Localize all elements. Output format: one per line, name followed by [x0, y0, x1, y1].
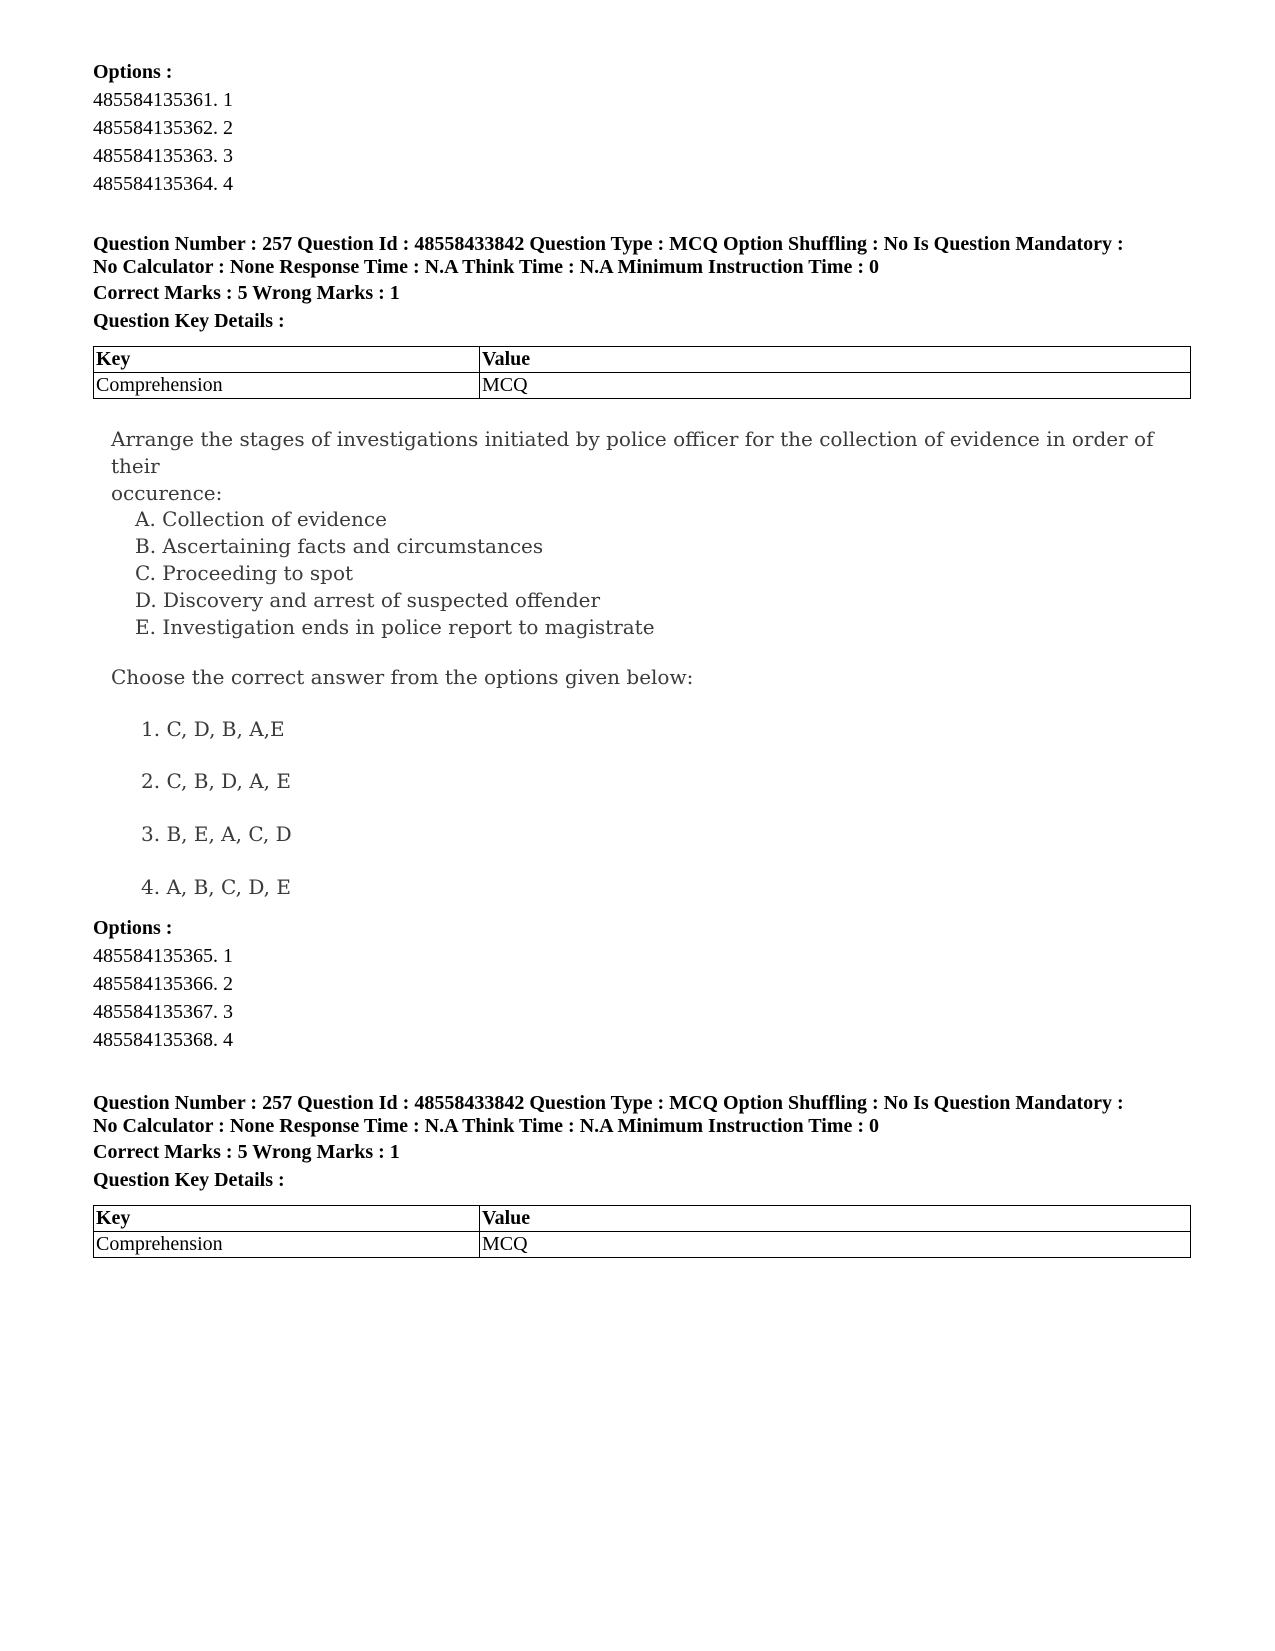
question-key-details-label: Question Key Details : [93, 310, 285, 332]
question-meta [93, 233, 1203, 335]
table-row [94, 1232, 1191, 1258]
question-meta-line: No Calculator : None Response Time : N.A Think Time : N.A Minimum Instruction Time : 0 [93, 256, 879, 278]
table-header-value: Value [480, 347, 1191, 373]
option-item: 485584135368. 4 [93, 1029, 233, 1051]
answer-choice: 1. C, D, B, A,E [141, 717, 285, 741]
question-stem-line: Arrange the stages of investigations initiated by police officer for the collection of evidence in order of their [111, 427, 1154, 478]
question-meta-line: No Calculator : None Response Time : N.A Think Time : N.A Minimum Instruction Time : 0 [93, 1115, 879, 1137]
question-key-table [93, 1205, 1191, 1258]
question-key-table [93, 346, 1191, 399]
table-header-value: Value [480, 1206, 1191, 1232]
option-item: 485584135365. 1 [93, 945, 233, 967]
option-item: 485584135364. 4 [93, 173, 233, 195]
statement-item: C. Proceeding to spot [135, 561, 354, 585]
option-item: 485584135361. 1 [93, 89, 233, 111]
option-item: 485584135367. 3 [93, 1001, 233, 1023]
statement-item: D. Discovery and arrest of suspected offender [135, 588, 601, 612]
answer-choice: 4. A, B, C, D, E [141, 875, 291, 899]
question-key-details-label: Question Key Details : [93, 1169, 285, 1191]
table-header-row [94, 347, 1191, 373]
statement-item: A. Collection of evidence [135, 507, 387, 531]
table-cell-value: MCQ [480, 373, 1191, 399]
question-stem-line: occurence: [111, 481, 223, 505]
question-meta-line: Question Number : 257 Question Id : 48558433842 Question Type : MCQ Option Shuffling : No Is Question Mandatory : [93, 233, 1124, 255]
statement-item: E. Investigation ends in police report to magistrate [135, 615, 655, 639]
statement-item: B. Ascertaining facts and circumstances [135, 534, 544, 558]
options-label: Options : [93, 917, 173, 939]
table-row [94, 373, 1191, 399]
question-stem [111, 426, 1171, 507]
question-meta [93, 1092, 1203, 1194]
option-item: 485584135363. 3 [93, 145, 233, 167]
table-header-row [94, 1206, 1191, 1232]
table-cell-value: MCQ [480, 1232, 1191, 1258]
table-header-key: Key [94, 1206, 480, 1232]
answer-choice: 3. B, E, A, C, D [141, 822, 292, 846]
table-cell-key: Comprehension [94, 1232, 480, 1258]
table-cell-key: Comprehension [94, 373, 480, 399]
question-image [93, 418, 1193, 918]
option-item: 485584135362. 2 [93, 117, 233, 139]
top-options-block [93, 58, 233, 198]
answer-choice: 2. C, B, D, A, E [141, 769, 291, 793]
table-header-key: Key [94, 347, 480, 373]
options-label: Options : [93, 61, 173, 83]
question-marks: Correct Marks : 5 Wrong Marks : 1 [93, 1141, 400, 1163]
question-marks: Correct Marks : 5 Wrong Marks : 1 [93, 282, 400, 304]
choose-instruction: Choose the correct answer from the options given below: [111, 665, 694, 689]
question-meta-line: Question Number : 257 Question Id : 48558433842 Question Type : MCQ Option Shuffling : No Is Question Mandatory : [93, 1092, 1124, 1114]
question-options-block [93, 914, 233, 1054]
option-item: 485584135366. 2 [93, 973, 233, 995]
